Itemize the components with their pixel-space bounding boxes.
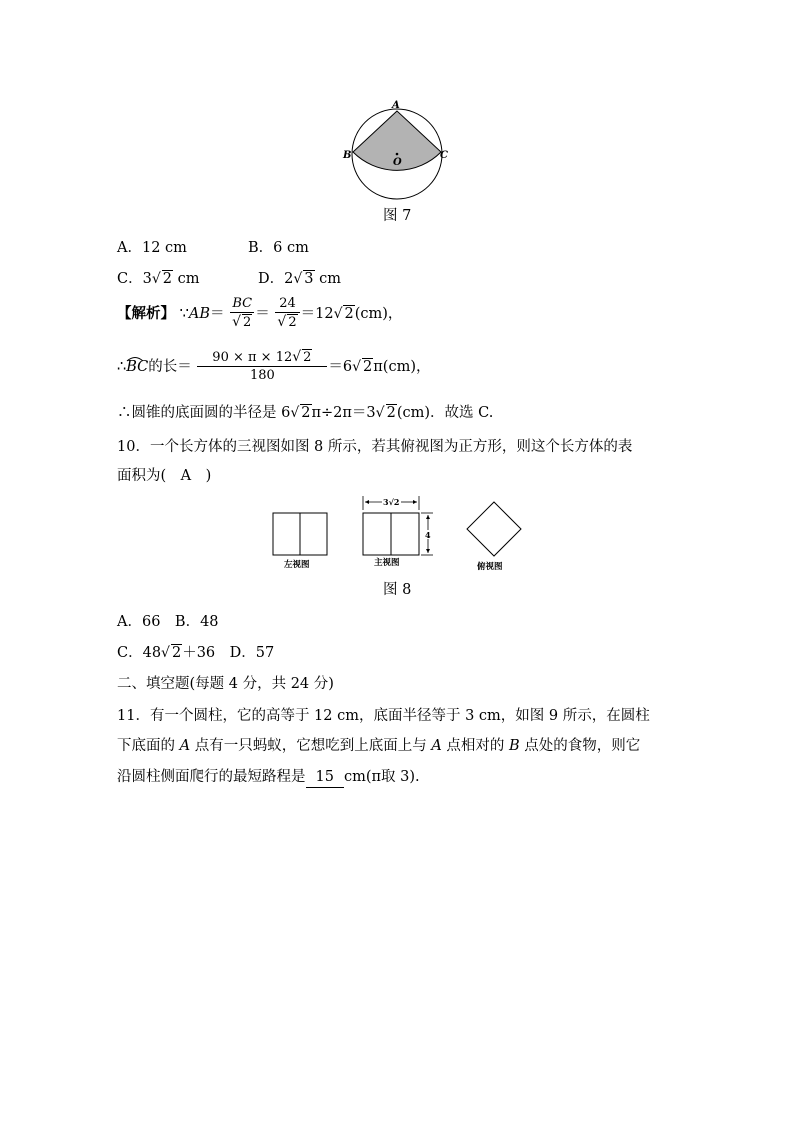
top-view-square [467, 502, 521, 556]
q9-option-b: B．6 cm [248, 240, 309, 256]
left-view-label: 左视图 [284, 560, 310, 570]
solution-line-3: ∴圆锥的底面圆的半径是 6√ 2π÷2π＝3√ 2(cm)．故选 C. [117, 405, 494, 421]
fraction-24-over-root2: $\frac{24}{√ 2}$ [275, 296, 299, 332]
q11-line-1: 11．有一个圆柱，它的高等于 12 cm，底面半径等于 3 cm，如图 9 所示，在圆柱 [117, 708, 650, 724]
solution-line-1: 【解析】 ∵AB＝ $\frac{BC}{√ 2}$ ＝ $\frac{24}{√ 2}$ ＝12√ 2(cm)， [117, 296, 403, 330]
q11-line-2: 下底面的 A 点有一只蚂蚁，它想吃到上底面上与 A 点相对的 B 点处的食物，则它 [117, 738, 641, 754]
q10-line-2: 面积为( A ) [117, 468, 212, 484]
q9-options-row1 [117, 238, 309, 258]
figure-8-three-views [0, 492, 794, 582]
label-c: C [440, 150, 448, 161]
arc-length-fraction: $\frac{90 \times \pi \times 12√ 2}{180}$ [197, 349, 327, 385]
q10-options-row1: A．66 B．48 [117, 614, 219, 630]
label-b: B [343, 150, 352, 161]
top-view-label: 俯视图 [477, 562, 503, 572]
figure-8-caption: 图 8 [383, 582, 412, 598]
q11-answer-blank: 15 [306, 767, 344, 788]
arc-bc: BC [126, 359, 149, 375]
solution-tag: 【解析】 [117, 305, 175, 322]
figure-7-circle-sector [0, 0, 794, 230]
label-a: A [392, 100, 400, 111]
q10-options-row2: C．48√ 2＋36 D．57 [117, 645, 275, 661]
q9-options-row2 [117, 269, 341, 289]
dimension-top: 3√2 [383, 497, 400, 507]
front-view-label: 主视图 [374, 558, 400, 568]
solution-line-2: ∴BC 的长＝ $\frac{90 \times \pi \times 12√ 2}{180}$ ＝6√ 2π(cm)， [117, 349, 431, 383]
figure-7-caption: 图 7 [383, 208, 412, 224]
q9-option-d: D．2√ 3 cm [258, 271, 341, 287]
dimension-side: 4 [425, 530, 431, 540]
q10-line-1: 10．一个长方体的三视图如图 8 所示，若其俯视图为正方形，则这个长方体的表 [117, 439, 633, 455]
label-o: O [393, 157, 402, 168]
section-2-title: 二、填空题(每题 4 分，共 24 分) [117, 676, 334, 692]
q11-line-3: 沿圆柱侧面爬行的最短路程是 15 cm(π取 3). [117, 767, 420, 788]
fraction-bc-over-root2: $\frac{BC}{√ 2}$ [230, 296, 254, 332]
q9-option-a: A．12 cm [117, 240, 187, 256]
q9-option-c: C．3√ 2 cm [117, 271, 200, 287]
